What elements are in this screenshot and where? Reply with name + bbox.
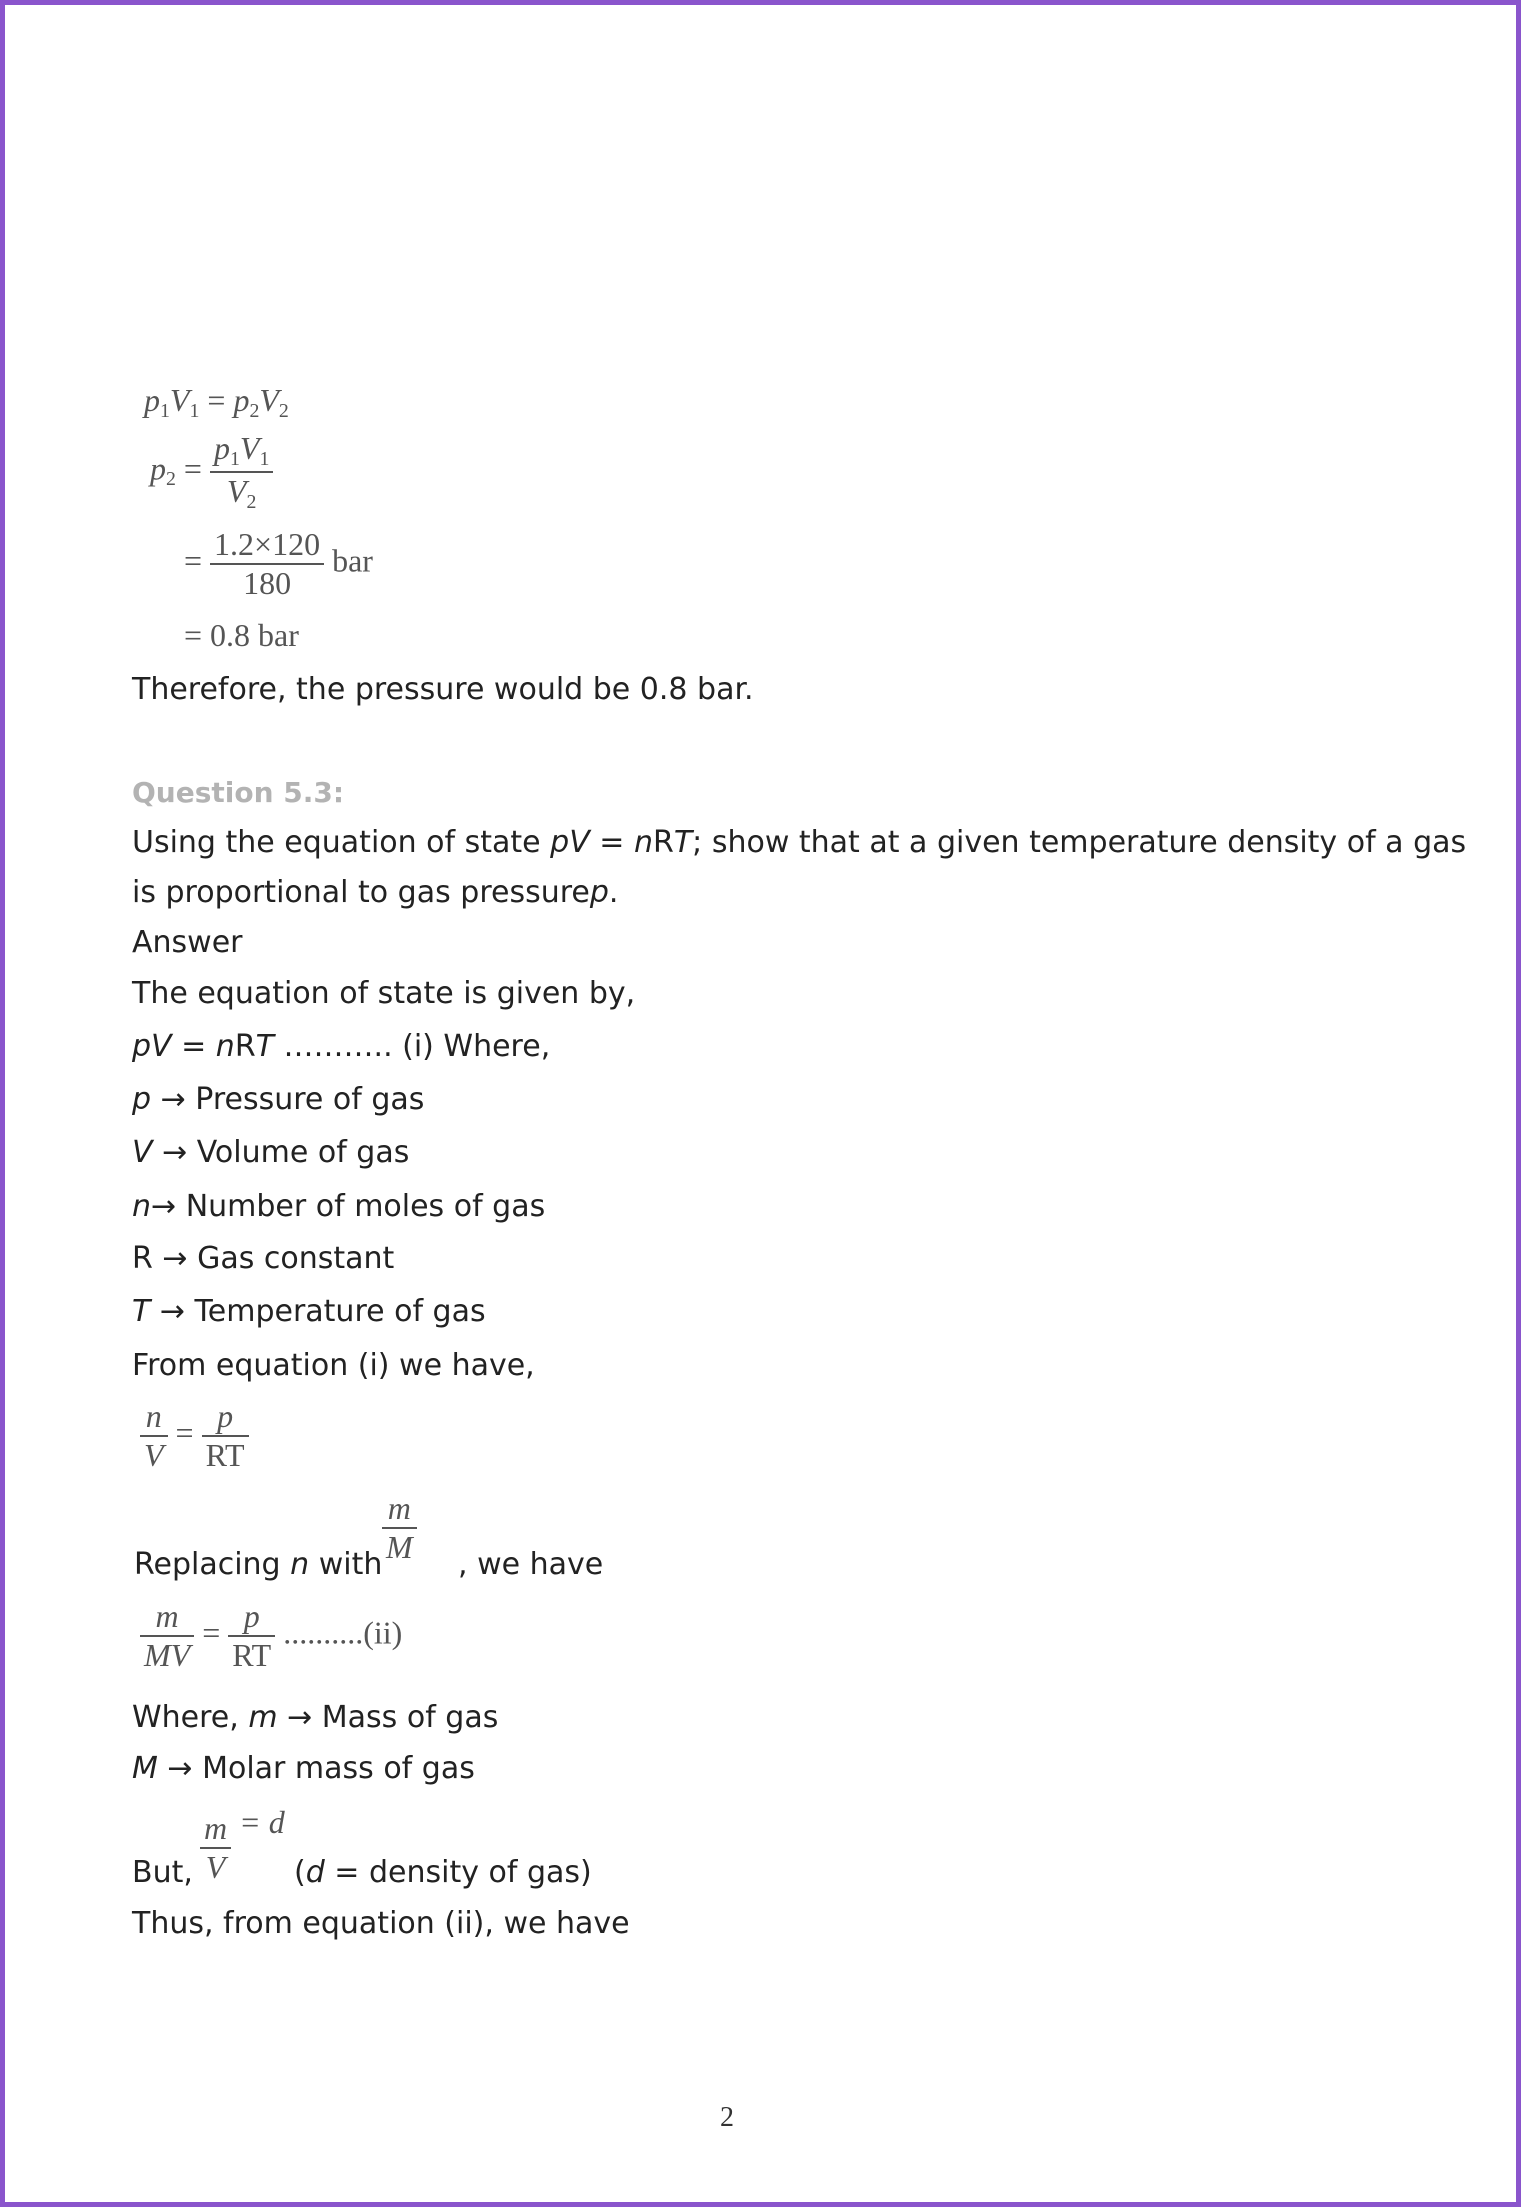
fraction-numeric: $\frac{1.2\times 120}{180}$ bbox=[210, 526, 324, 602]
equation-result: = 0.8 bar bbox=[184, 617, 299, 653]
replacing-text: Replacing n with bbox=[134, 1547, 383, 1582]
definition-molar-mass: M → Molar mass of gas bbox=[132, 1751, 475, 1786]
equation-numeric-substitution: = $\frac{1.2\times 120}{180}$ bar bbox=[184, 526, 373, 601]
definition-pressure: p → Pressure of gas bbox=[132, 1082, 425, 1117]
question-text-line-1: Using the equation of state pV = nRT; show that at a given temperature density of a gas bbox=[132, 825, 1467, 860]
answer-label: Answer bbox=[132, 925, 243, 960]
fraction-m-over-v: $\frac{m}{V}$ bbox=[200, 1810, 231, 1886]
equation-m-over-v-equals-d: $\frac{m}{V}$ = d bbox=[200, 1804, 285, 1886]
from-equation-text: From equation (i) we have, bbox=[132, 1348, 535, 1383]
definition-moles: n→ Number of moles of gas bbox=[132, 1189, 546, 1224]
equation-boyle-law: $p_1V_1 = p_2V_2$ bbox=[144, 382, 289, 422]
density-definition: (d = density of gas) bbox=[294, 1855, 592, 1890]
fraction-p-over-rt: $\frac{p}{RT}$ bbox=[202, 1398, 249, 1474]
fraction-p-over-rt-2: $\frac{p}{RT}$ bbox=[228, 1598, 275, 1674]
fraction-n-over-v: $\frac{n}{V}$ bbox=[140, 1398, 168, 1474]
question-text-line-2: is proportional to gas pressurep. bbox=[132, 875, 619, 910]
replacing-text-end: , we have bbox=[458, 1547, 604, 1582]
fraction-m-over-mv: $\frac{m}{MV}$ bbox=[140, 1598, 194, 1674]
equation-p2-expression: $p_2$ = $\frac{p_1V_1}{V_2}$ bbox=[150, 430, 273, 514]
equation-m-over-mv: $\frac{m}{MV}$ = $\frac{p}{RT}$ ..........(ii) bbox=[140, 1598, 402, 1674]
fraction-p1v1-over-v2: $\frac{p_1V_1}{V_2}$ bbox=[210, 430, 273, 514]
answer-intro: The equation of state is given by, bbox=[132, 976, 636, 1011]
definition-temperature: T → Temperature of gas bbox=[132, 1294, 486, 1329]
thus-text: Thus, from equation (ii), we have bbox=[132, 1906, 630, 1941]
but-text: But, bbox=[132, 1855, 193, 1890]
definition-gas-constant: R → Gas constant bbox=[132, 1241, 395, 1276]
equation-of-state: pV = nRT ……….. (i) Where, bbox=[132, 1029, 551, 1064]
definition-volume: V → Volume of gas bbox=[132, 1135, 410, 1170]
conclusion-text: Therefore, the pressure would be 0.8 bar. bbox=[132, 672, 754, 707]
equation-n-over-v: $\frac{n}{V}$ = $\frac{p}{RT}$ bbox=[140, 1398, 249, 1474]
page-number: 2 bbox=[720, 2102, 734, 2133]
question-heading: Question 5.3: bbox=[132, 776, 345, 809]
definition-mass: Where, m → Mass of gas bbox=[132, 1700, 499, 1735]
fraction-m-over-m: $\frac{m}{M}$ bbox=[382, 1490, 417, 1566]
